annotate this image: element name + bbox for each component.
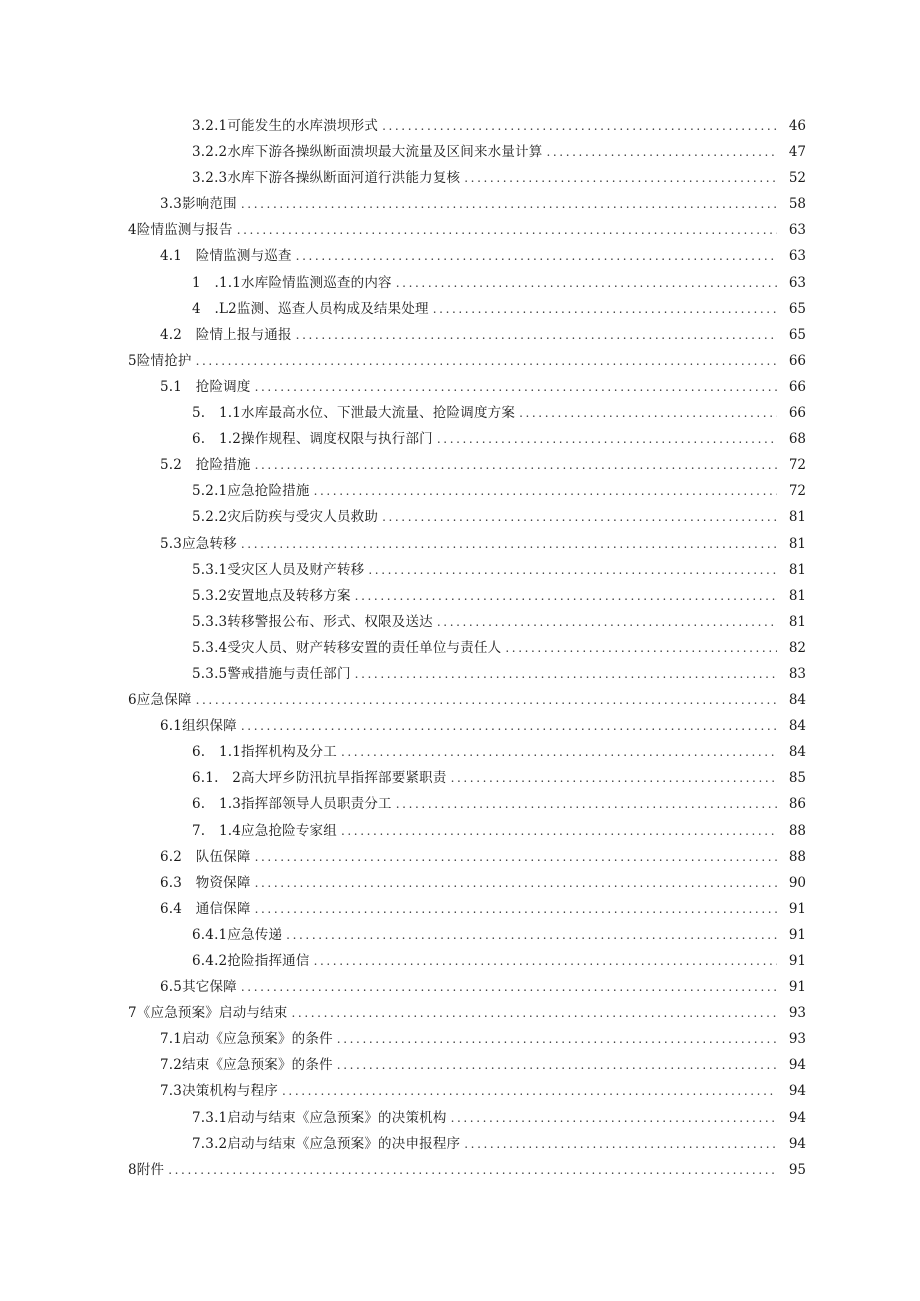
toc-entry-page-number: 72 [788,457,806,474]
toc-entry[interactable] [128,791,806,817]
toc-dot-leader [196,348,777,374]
toc-entry-page-number: 88 [788,822,806,839]
toc-entry[interactable] [128,583,806,609]
toc-dot-leader [255,844,777,870]
toc-entry[interactable] [128,1052,806,1078]
toc-dot-leader [255,870,777,896]
toc-entry-title: 6. 1.1指挥机构及分工 [192,744,337,761]
toc-entry-title: 1 .1.1水库险情监测巡查的内容 [192,274,392,291]
toc-entry-title: 5.3应急转移 [160,535,237,552]
toc-entry-title: 6.5其它保障 [160,979,237,996]
toc-entry-title: 5.3.3转移警报公布、形式、权限及送达 [192,613,433,630]
toc-dot-leader [382,504,777,530]
toc-entry[interactable] [128,1131,806,1157]
toc-entry-page-number: 63 [788,222,806,239]
toc-entry-title: 6. 1.2操作规程、调度权限与执行部门 [192,431,433,448]
toc-entry[interactable] [128,948,806,974]
toc-entry[interactable] [128,1078,806,1104]
toc-entry-title: 6.1组织保障 [160,718,237,735]
toc-dot-leader [341,739,777,765]
toc-dot-leader [355,661,777,687]
toc-entry-page-number: 93 [788,1005,806,1022]
toc-entry-page-number: 94 [788,1135,806,1152]
toc-entry-page-number: 65 [788,300,806,317]
toc-entry-page-number: 81 [788,587,806,604]
toc-dot-leader [241,713,777,739]
toc-entry-title: 3.2.1可能发生的水库溃坝形式 [192,118,379,134]
toc-dot-leader [241,191,777,217]
toc-entry-page-number: 66 [788,352,806,369]
toc-entry[interactable] [128,322,806,348]
toc-dot-leader [314,948,777,974]
toc-dot-leader [296,322,777,348]
toc-entry-page-number: 81 [788,613,806,630]
toc-entry[interactable] [128,243,806,269]
toc-entry-page-number: 91 [788,953,806,969]
toc-dot-leader [396,270,777,296]
toc-entry-title: 5.2.1应急抢险措施 [192,483,310,500]
toc-entry-page-number: 94 [788,1057,806,1074]
toc-dot-leader [255,452,777,478]
toc-entry-title: 6.3 物资保障 [160,874,251,891]
toc-entry-title: 7. 1.4应急抢险专家组 [192,822,337,839]
toc-entry-page-number: 84 [788,744,806,761]
toc-entry-page-number: 82 [788,639,806,656]
toc-dot-leader [237,217,777,243]
table-of-contents [128,113,806,1183]
toc-entry-title: 6. 1.3指挥部领导人员职责分工 [192,796,392,813]
toc-entry[interactable] [128,348,806,374]
toc-entry[interactable] [128,974,806,1000]
toc-entry[interactable] [128,139,806,165]
toc-entry-page-number: 58 [788,196,806,213]
toc-entry-page-number: 85 [788,770,806,787]
toc-entry-title: 7《应急预案》启动与结束 [128,1005,288,1022]
toc-dot-leader [341,818,777,844]
toc-entry-page-number: 84 [788,692,806,709]
toc-entry-page-number: 46 [788,118,806,134]
toc-entry-page-number: 52 [788,170,806,187]
toc-entry-title: 3.3影响范围 [160,196,237,213]
toc-dot-leader [255,374,777,400]
toc-dot-leader [168,1157,777,1183]
toc-entry-page-number: 66 [788,405,806,422]
toc-entry-page-number: 91 [788,926,806,943]
toc-entry-page-number: 94 [788,1083,806,1100]
toc-entry-title: 5. 1.1水库最高水位、下泄最大流量、抢险调度方案 [192,405,516,422]
toc-entry[interactable] [128,739,806,765]
toc-dot-leader [464,165,777,191]
toc-entry[interactable] [128,531,806,557]
toc-entry-page-number: 72 [788,483,806,500]
toc-entry[interactable] [128,765,806,791]
toc-dot-leader [382,113,777,139]
toc-entry[interactable] [128,296,806,322]
toc-entry-title: 7.3.1启动与结束《应急预案》的决策机构 [192,1109,447,1126]
toc-entry-title: 5.3.2安置地点及转移方案 [192,587,351,604]
toc-dot-leader [292,1000,778,1026]
toc-entry-title: 7.2结束《应急预案》的条件 [160,1057,333,1074]
toc-dot-leader [286,922,777,948]
toc-dot-leader [437,609,777,635]
toc-dot-leader [337,1026,777,1052]
toc-entry-title: 6.2 队伍保障 [160,848,251,865]
toc-entry-page-number: 94 [788,1109,806,1126]
toc-dot-leader [451,765,777,791]
toc-entry-page-number: 83 [788,665,806,682]
toc-entry-page-number: 81 [788,509,806,526]
toc-dot-leader [464,1131,777,1157]
toc-entry[interactable] [128,818,806,844]
toc-entry-title: 5.2 抢险措施 [160,457,251,474]
toc-entry[interactable] [128,896,806,922]
toc-entry-title: 6.1. 2高大坪乡防汛抗旱指挥部要紧职责 [192,770,447,787]
toc-entry[interactable] [128,1157,806,1183]
toc-entry[interactable] [128,374,806,400]
toc-dot-leader [451,1105,777,1131]
toc-dot-leader [396,791,777,817]
toc-entry-title: 5.2.2灾后防疾与受灾人员救助 [192,509,379,526]
toc-dot-leader [296,243,777,269]
toc-entry[interactable] [128,661,806,687]
toc-entry[interactable] [128,557,806,583]
toc-entry-page-number: 63 [788,274,806,291]
toc-entry[interactable] [128,113,806,139]
toc-entry[interactable] [128,452,806,478]
toc-entry-page-number: 47 [788,144,806,161]
toc-dot-leader [519,400,777,426]
toc-dot-leader [255,896,777,922]
toc-entry-title: 7.3决策机构与程序 [160,1083,278,1100]
toc-entry-page-number: 68 [788,431,806,448]
toc-entry-title: 6.4 通信保障 [160,900,251,917]
toc-entry[interactable] [128,478,806,504]
toc-dot-leader [546,139,777,165]
toc-entry[interactable] [128,191,806,217]
toc-entry-title: 5.1 抢险调度 [160,378,251,395]
toc-entry[interactable] [128,922,806,948]
toc-entry[interactable] [128,426,806,452]
toc-entry[interactable] [128,870,806,896]
toc-entry[interactable] [128,844,806,870]
toc-entry-title: 8附件 [128,1161,165,1178]
toc-entry-page-number: 88 [788,848,806,865]
toc-dot-leader [314,478,777,504]
toc-dot-leader [355,583,777,609]
toc-entry-title: 5.3.1受灾区人员及财产转移 [192,561,365,578]
toc-dot-leader [368,557,777,583]
toc-entry-page-number: 93 [788,1031,806,1048]
toc-entry-title: 3.2.2水库下游各操纵断面溃坝最大流量及区间来水量计算 [192,144,543,161]
toc-entry-page-number: 91 [788,979,806,996]
toc-dot-leader [241,531,777,557]
toc-entry-page-number: 91 [788,900,806,917]
toc-entry-page-number: 65 [788,326,806,343]
toc-entry-page-number: 63 [788,248,806,265]
toc-entry-title: 4 .L2监测、巡查人员构成及结果处理 [192,300,429,317]
toc-entry-title: 4险情监测与报告 [128,222,233,239]
toc-entry[interactable] [128,635,806,661]
toc-entry[interactable] [128,270,806,296]
toc-entry[interactable] [128,609,806,635]
toc-entry-title: 7.1启动《应急预案》的条件 [160,1031,333,1048]
toc-dot-leader [241,974,777,1000]
toc-dot-leader [337,1052,777,1078]
toc-entry[interactable] [128,400,806,426]
toc-entry[interactable] [128,165,806,191]
toc-entry[interactable] [128,1026,806,1052]
toc-entry[interactable] [128,687,806,713]
toc-dot-leader [196,687,777,713]
toc-entry[interactable] [128,713,806,739]
toc-entry-title: 5.3.5警戒措施与责任部门 [192,665,351,682]
toc-dot-leader [433,296,777,322]
toc-entry-title: 6.4.2抢险指挥通信 [192,953,310,969]
toc-dot-leader [282,1078,777,1104]
toc-entry-title: 5.3.4受灾人员、财产转移安置的责任单位与责任人 [192,639,502,656]
toc-entry-title: 4.2 险情上报与通报 [160,326,292,343]
toc-entry-page-number: 90 [788,874,806,891]
toc-entry-page-number: 95 [788,1161,806,1178]
toc-entry-page-number: 81 [788,561,806,578]
toc-entry-title: 7.3.2启动与结束《应急预案》的决申报程序 [192,1135,461,1152]
toc-entry[interactable] [128,1000,806,1026]
toc-entry[interactable] [128,217,806,243]
toc-entry-title: 3.2.3水库下游各操纵断面河道行洪能力复核 [192,170,461,187]
toc-entry-page-number: 66 [788,378,806,395]
toc-entry-title: 6应急保障 [128,692,192,709]
toc-entry-page-number: 81 [788,535,806,552]
toc-entry[interactable] [128,1105,806,1131]
toc-entry-page-number: 86 [788,796,806,813]
toc-entry-title: 6.4.1应急传递 [192,926,283,943]
toc-dot-leader [505,635,777,661]
toc-dot-leader [437,426,777,452]
toc-entry-title: 5险情抢护 [128,352,192,369]
toc-entry[interactable] [128,504,806,530]
toc-entry-page-number: 84 [788,718,806,735]
toc-entry-title: 4.1 险情监测与巡查 [160,248,292,265]
